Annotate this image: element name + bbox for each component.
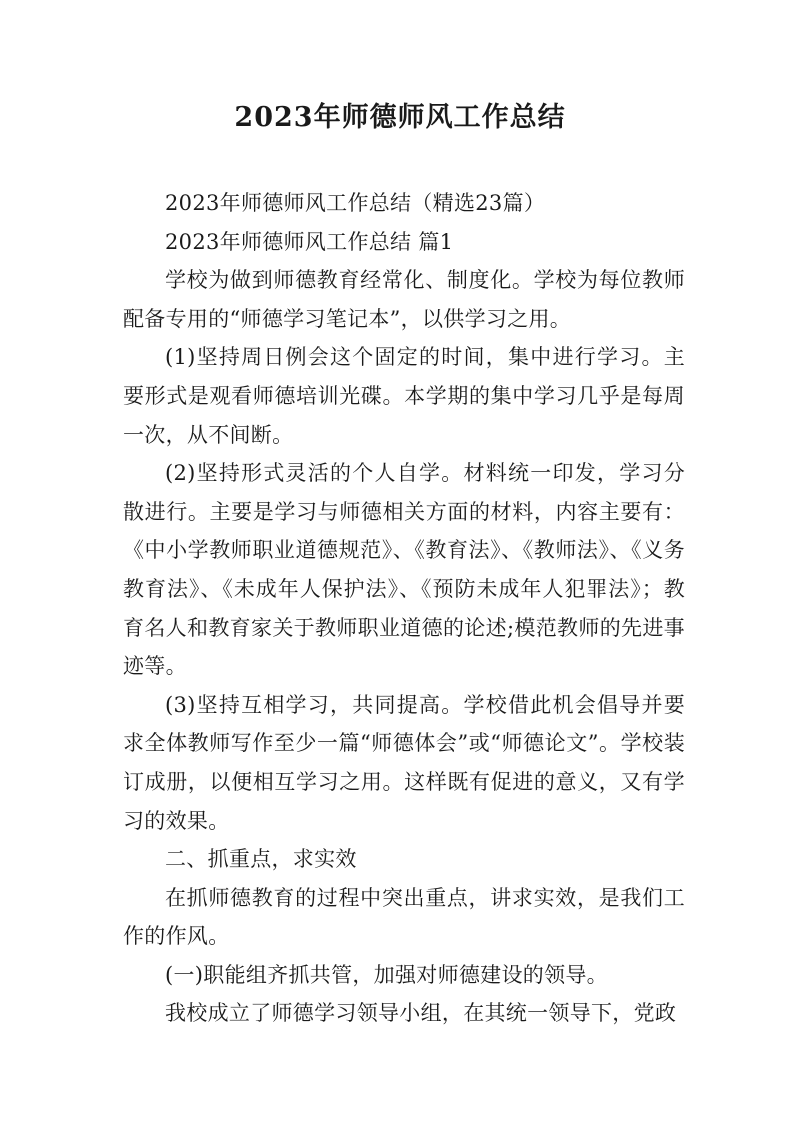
document-title: 2023年师德师风工作总结 — [234, 102, 566, 133]
paragraph-heading: 二、抓重点，求实效 — [165, 847, 357, 872]
paragraph-subtitle: 2023年师德师风工作总结（精选23篇） — [165, 191, 546, 215]
paragraph: (1)坚持周日例会这个固定的时间，集中进行学习。主要形式是观看师德培训光碟。本学期的集中学习几乎是每周一次，从不间断。 — [123, 345, 685, 447]
paragraph: 学校为做到师德教育经常化、制度化。学校为每位教师配备专用的“师德学习笔记本”，以供学习之用。 — [123, 268, 685, 331]
paragraph: (3)坚持互相学习，共同提高。学校借此机会倡导并要求全体教师写作至少一篇“师德体会”或“师德论文”。学校装订成册，以便相互学习之用。这样既有促进的意义，又有学习的效果。 — [123, 692, 685, 833]
paragraph-section-heading: 2023年师德师风工作总结 篇1 — [165, 229, 454, 254]
document-body — [123, 184, 685, 1033]
paragraph: (2)坚持形式灵活的个人自学。材料统一印发，学习分散进行。主要是学习与师德相关方面的材料，内容主要有：《中小学教师职业道德规范》、《教育法》、《教师法》、《义务教育法》、《未成年人保护法》、《预防未成年人犯罪法》；教育名人和教育家关于教师职业道德的论述;模范教师的先进事迹等。 — [123, 461, 685, 679]
paragraph: 我校成立了师德学习领导小组，在其统一领导下，党政 — [165, 1001, 677, 1026]
paragraph: 在抓师德教育的过程中突出重点，讲求实效，是我们工作的作风。 — [123, 885, 685, 949]
paragraph-subheading: (一)职能组齐抓共管，加强对师德建设的领导。 — [165, 962, 608, 987]
